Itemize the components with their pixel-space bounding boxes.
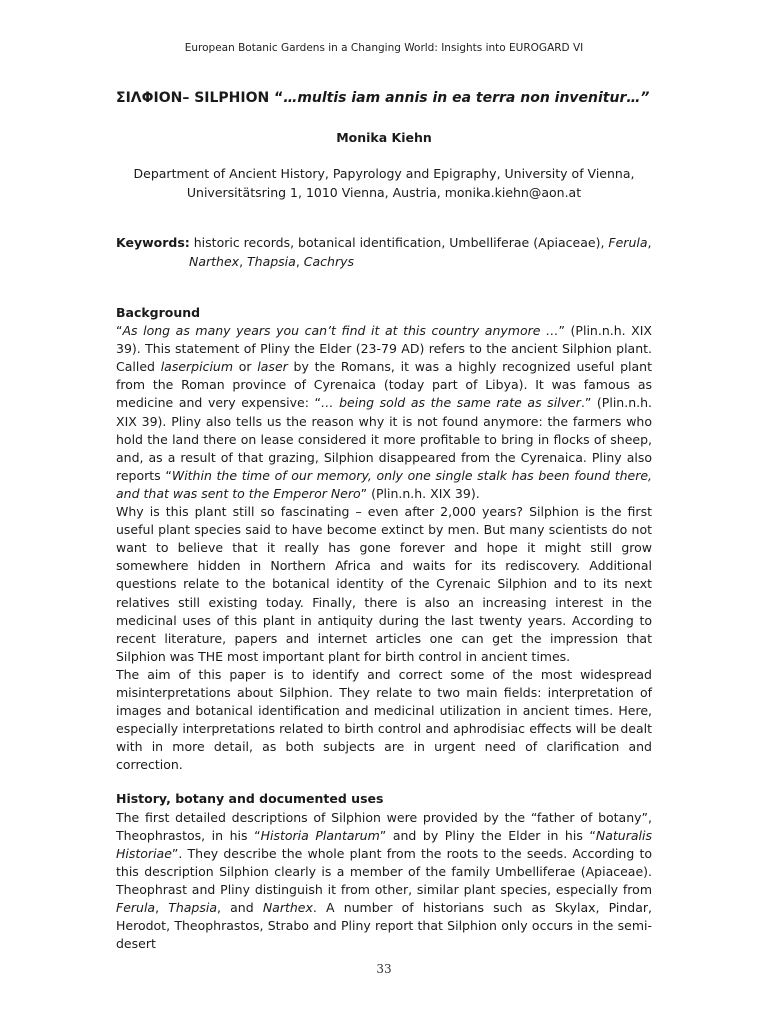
text-run: The first detailed descriptions of Silphion were provided by the “father of botany”, Theophrastos, in his “ xyxy=(116,809,652,843)
author-name: Monika Kiehn xyxy=(336,130,432,145)
keyword-cachrys: Cachrys xyxy=(303,254,355,269)
text-run: ” (Plin.n.h. XIX 39). xyxy=(360,485,480,501)
text-run: , and xyxy=(217,900,263,915)
term-italic: laserpicium xyxy=(160,359,234,375)
affiliation xyxy=(116,164,652,202)
running-head: European Botanic Gardens in a Changing World: Insights into EUROGARD VI xyxy=(184,42,584,54)
keywords-sep: , xyxy=(295,254,304,269)
keyword-thapsia: Thapsia xyxy=(247,254,296,269)
term-italic: Historia Plantarum xyxy=(260,827,380,843)
text-run: ” and by Pliny the Elder in his “ xyxy=(379,827,596,843)
quote-italic: As long as many years you can’t find it at this country anymore … xyxy=(122,323,559,339)
term-italic: Naturalis Historiae xyxy=(116,827,652,861)
title-prefix: ΣΙΛΦΙΟΝ– SILPHION “ xyxy=(116,90,284,106)
title-italic: …multis iam annis in ea terra non invenitur…” xyxy=(283,90,650,106)
affiliation-line-1: Department of Ancient History, Papyrology and Epigraphy, University of Vienna, xyxy=(133,166,635,181)
keyword-ferula: Ferula xyxy=(608,235,648,250)
section-spacer xyxy=(116,774,652,790)
page-number: 33 xyxy=(376,962,392,976)
text-run: by the Romans, it was a highly recognized useful plant from the Roman province of Cyrenaica (today part of Libya). It was famous as medicine and very expensive: “ xyxy=(116,359,652,411)
quote-italic: Within the time of our memory, only one single stalk has been found there, and that was sent to the Emperor Nero xyxy=(116,467,653,501)
text-run: or xyxy=(233,359,258,375)
text-run: .” (Plin.n.h. XIX 39). Pliny also tells us the reason why it is not found anymore: the farmers who hold the land there on lease considered it more profitable to bring in flocks of sheep, and, as a result of that grazing, Silphion disappeared from the Cyrenaica. Pliny also reports “ xyxy=(116,395,652,483)
background-paragraph-3: The aim of this paper is to identify and correct some of the most widespread misinterpretations about Silphion. They relate to two main fields: interpretation of images and botanical identification and medicinal utilization in ancient times. Here, especially interpretations related to birth control and aphrodisiac effects will be dealt with in more detail, as both subjects are in urgent need of clarification and correction. xyxy=(116,666,652,773)
keywords-label: Keywords: xyxy=(116,235,190,250)
background-paragraph-2: Why is this plant still so fascinating – even after 2,000 years? Silphion is the first useful plant species said to have become extinct by men. But many scientists do not want to believe that it really has gone forever and hope it might still grow somewhere hidden in Northern Africa and waits for its rediscovery. Additional questions relate to the botanical identity of the Cyrenaic Silphion and to its next relatives still existing today. Finally, there is also an increasing interest in the medicinal uses of this plant in antiquity during the last twenty years. According to recent literature, papers and internet articles one can get the impression that Silphion was THE most important plant for birth control in ancient times. xyxy=(116,504,652,664)
keywords-text: historic records, botanical identification, Umbelliferae (Apiaceae), xyxy=(189,235,609,250)
text-run: . A number of historians such as Skylax, Pindar, Herodot, Theophrastos, Strabo and Pliny report that Silphion only occurs in the semi-desert xyxy=(116,900,652,952)
term-italic: Thapsia xyxy=(168,900,218,915)
keyword-narthex: Narthex xyxy=(189,254,240,269)
term-italic: laser xyxy=(257,359,288,375)
section-heading-history: History, botany and documented uses xyxy=(116,791,384,807)
section-heading-background: Background xyxy=(116,305,201,320)
keywords xyxy=(116,233,656,271)
keywords-sep: , xyxy=(239,254,248,269)
history-paragraph-1 xyxy=(116,809,652,954)
body-text xyxy=(116,304,652,953)
text-run: , xyxy=(155,900,169,915)
text-run: ”. They describe the whole plant from the roots to the seeds. According to this description Silphion clearly is a member of the family Umbelliferae (Apiaceae). Theophrast and Pliny distinguish it from other, similar plant species, especially from xyxy=(116,845,652,897)
keywords-line-2 xyxy=(116,252,656,271)
paper-title xyxy=(116,90,656,106)
text-run: ” (Plin.n.h. XIX 39). This statement of Pliny the Elder (23-79 AD) refers to the ancient Silphion plant. Called xyxy=(116,323,652,375)
text-run: “ xyxy=(116,323,123,339)
keywords-sep: , xyxy=(647,235,652,250)
quote-italic: … being sold as the same rate as silver xyxy=(321,395,581,411)
affiliation-line-2: Universitätsring 1, 1010 Vienna, Austria, monika.kiehn@aon.at xyxy=(186,185,582,200)
term-italic: Ferula xyxy=(116,900,156,915)
background-paragraph-1 xyxy=(116,322,652,503)
term-italic: Narthex xyxy=(262,900,313,915)
